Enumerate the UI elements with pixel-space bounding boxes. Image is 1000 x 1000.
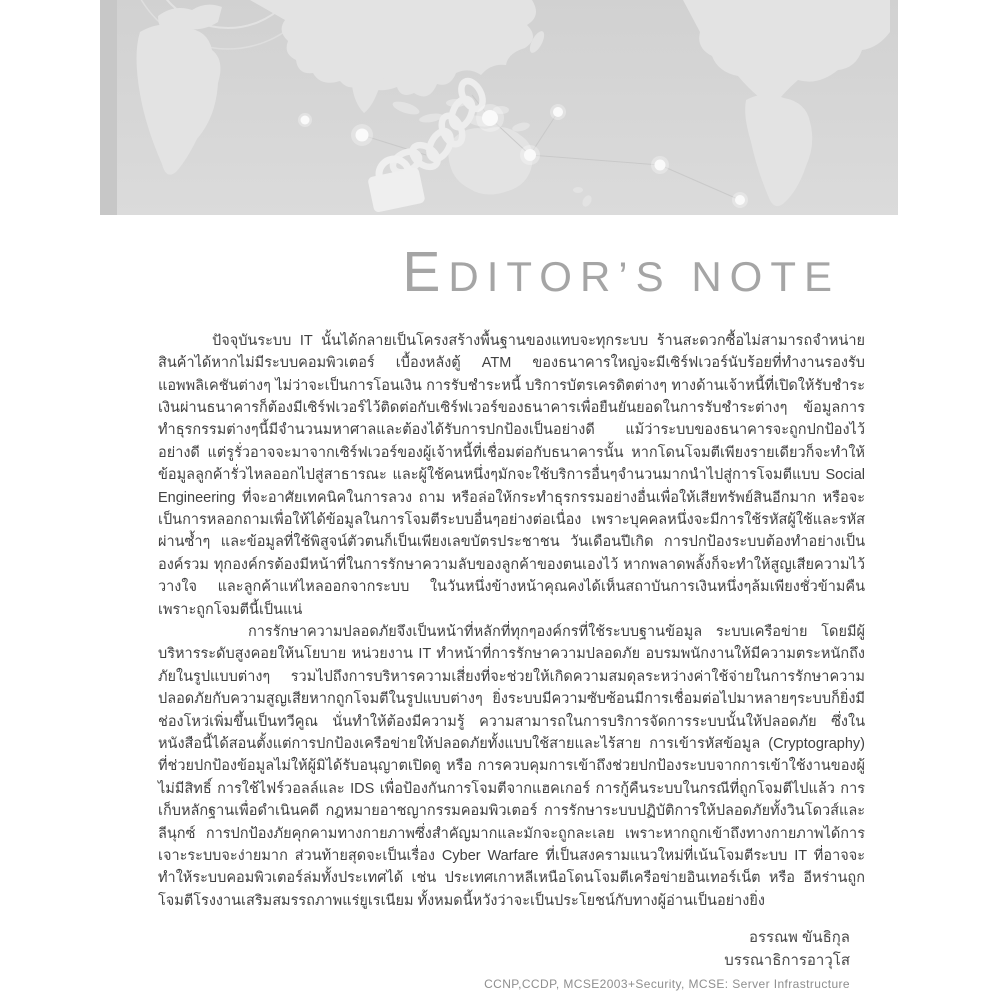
page-title: EDITOR’S NOTE: [402, 240, 840, 304]
editor-role: บรรณาธิการอาวุโส: [724, 952, 850, 970]
editor-certifications: CCNP,CCDP, MCSE2003+Security, MCSE: Server Infrastructure: [484, 977, 850, 992]
signature-block: [0, 926, 850, 994]
editor-name: อรรณพ ขันธิกุล: [748, 929, 850, 947]
header-map-banner: [100, 0, 898, 215]
editor-note-body: [0, 330, 1000, 913]
paragraph-2: การรักษาความปลอดภัยจึงเป็นหน้าที่หลักที่ทุกๆองค์กรที่ใช้ระบบฐานข้อมูล ระบบเครือข่าย โดยมีผู้บริหารระดับสูงคอยให้นโยบาย หน่วยงาน IT ทำหน้าที่การรักษาความปลอดภัย อบรมพนักงานให้มีความตระหนักถึงภัยในรูปแบบต่างๆ รวมไปถึงการบริหารความเสี่ยงที่จะช่วยให้เกิดความสมดุลระหว่างค่าใช้จ่ายในการรักษาความปลอดภัยกับความสูญเสียหากถูกโจมตีในรูปแบบต่างๆ ยิ่งระบบมีความซับซ้อนมีการเชื่อมต่อไปมาหลายๆระบบก็ยิ่งมีช่องโหว่เพิ่มขึ้นเป็นทวีคูณ นั่นทำให้ต้องมีความรู้ ความสามารถในการบริการจัดการระบบนั้นให้ปลอดภัย ซึ่งในหนังสือนี้ได้สอนตั้งแต่การปกป้องเครือข่ายให้ปลอดภัยทั้งแบบใช้สายและไร้สาย การเข้ารหัสข้อมูล (Cryptography) ที่ช่วยปกป้องข้อมูลไม่ให้ผู้มิได้รับอนุญาตเปิดดู หรือ การควบคุมการเข้าถึงช่วยปกป้องระบบจากการเข้าใช้งานของผู้ไม่มีสิทธิ์ การใช้ไฟร์วอลล์และ IDS เพื่อป้องกันการโจมตีจากแฮคเกอร์ การกู้คืนระบบในกรณีที่ถูกโจมตีไปแล้ว การเก็บหลักฐานเพื่อดำเนินคดี กฎหมายอาชญากรรมคอมพิวเตอร์ การรักษาระบบปฏิบัติการให้ปลอดภัยทั้งวินโดวส์และลีนุกซ์ การปกป้องภัยคุกคามทางกายภาพซึ่งสำคัญมากและมักจะถูกละเลย เพราะหากถูกเข้าถึงทางกายภาพได้การเจาะระบบจะง่ายมาก ส่วนท้ายสุดจะเป็นเรื่อง Cyber Warfare ที่เป็นสงครามแนวใหม่ที่เน้นโจมตีระบบ IT ที่อาจจะทำให้ระบบคอมพิวเตอร์ล่มทั้งประเทศได้ เช่น ประเทศเกาหลีเหนือโดนโจมตีเครือข่ายอินเทอร์เน็ต หรือ อีหร่านถูกโจมตีโรงงานเสริมสมรรถภาพแร่ยูเรเนียม ทั้งหมดนี้หวังว่าจะเป็นประโยชน์กับทางผู้อ่านเป็นอย่างยิ่ง: [158, 623, 865, 909]
paragraph-1: ปัจจุบันระบบ IT นั้นได้กลายเป็นโครงสร้างพื้นฐานของแทบจะทุกระบบ ร้านสะดวกซื้อไม่สามารถจำหน่ายสินค้าได้หากไม่มีระบบคอมพิวเตอร์ เบื้องหลังตู้ ATM ของธนาคารใหญ่จะมีเซิร์ฟเวอร์นับร้อยที่ทำงานรองรับแอพพลิเคชันต่างๆ ไม่ว่าจะเป็นการโอนเงิน การรับชำระหนี้ บริการบัตรเครดิตต่างๆ ทางด้านเจ้าหนี้ที่เปิดให้รับชำระเงินผ่านธนาคารก็ต้องมีเซิร์ฟเวอร์ไว้ติดต่อกับเซิร์ฟเวอร์ของธนาคารเพื่อยืนยันยอดในการรับชำระต่างๆ ข้อมูลการทำธุรกรรมต่างๆนี้มีจำนวนมหาศาลและต้องได้รับการปกป้องเป็นอย่างดี แม้ว่าระบบของธนาคารจะถูกปกป้องไว้อย่างดี แต่รูรั่วอาจจะมาจากเซิร์ฟเวอร์ของผู้เจ้าหนี้ที่เชื่อมต่อกับธนาคารนั้น หากโดนโจมตีเพียงรายเดียวก็จะทำให้ข้อมูลลูกค้ารั่วไหลออกไปสู่สาธารณะ และผู้ใช้คนหนึ่งๆมักจะใช้บริการอื่นๆจำนวนมากนำไปสู่การโจมตีแบบ Social Engineering ที่จะอาศัยเทคนิคในการลวง ถาม หรือล่อให้กระทำธุรกรรมอย่างอื่นเพื่อให้เสียทรัพย์สินอีกมาก หรือจะเป็นการหลอกถามเพื่อให้ได้ข้อมูลในการโจมตีระบบอื่นๆอย่างต่อเนื่อง เพราะบุคคลหนึ่งจะมีการใช้รหัสผู้ใช้และรหัสผ่านซ้ำๆ และข้อมูลที่ใช้พิสูจน์ตัวตนก็เป็นเพียงเลขบัตรประชาชน วันเดือนปีเกิด การปกป้องระบบต้องทำอย่างเป็นองค์รวม ทุกองค์กรต้องมีหน้าที่ในการรักษาความลับของลูกค้าของตนเองไว้ หากพลาดพลั้งก็จะทำให้สูญเสียความไว้วางใจ และลูกค้าแห่ไหลออกจากระบบ ในวันหนึ่งข้างหน้าคุณคงได้เห็นสถาบันการเงินหนึ่งๆล้มเพียงชั่วข้ามคืนเพราะถูกโจมตีนี้เป็นแน่: [158, 332, 865, 618]
world-map-graphic: [100, 0, 898, 215]
banner-left-strip: [100, 0, 117, 215]
